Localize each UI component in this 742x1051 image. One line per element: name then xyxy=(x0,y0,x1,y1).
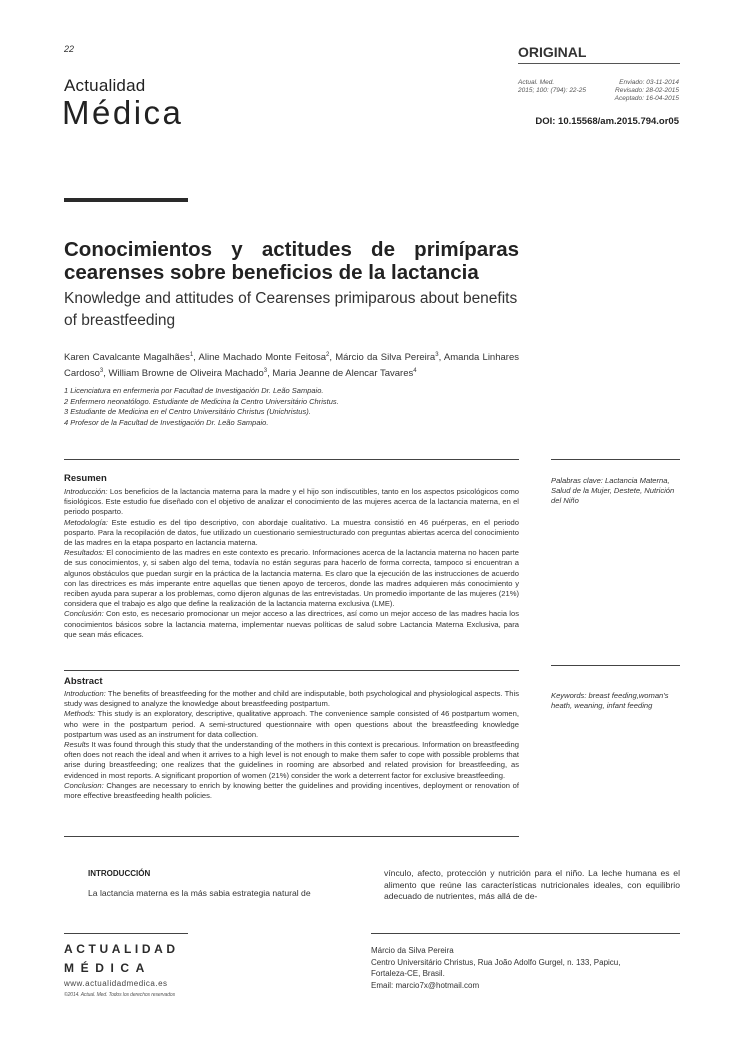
author: William Browne de Oliveira Machado xyxy=(108,367,264,379)
contact-address: Centro Universitário Christus, Rua João Adolfo Gurgel, n. 133, Papicu, xyxy=(371,957,621,967)
page-number: 22 xyxy=(64,44,75,54)
author-affiliation-mark: 3 xyxy=(99,367,104,374)
resumen-body xyxy=(64,487,519,640)
abstract-label: Conclusion: xyxy=(64,780,104,790)
abstract-body xyxy=(64,689,519,801)
article-title-en: Knowledge and attitudes of Cearenses primiparous about benefits of breastfeeding xyxy=(64,290,518,329)
abstract-text: It was found through this study that the understanding of the mothers in this context is precarious. Information on breastfeeding often does not reach the ideal and when it arrives to a high level is not enough to make them safer to cope with possible problems that arise during breastfeeding; one realizes that the guidelines in rooming are absorbed and related provision for breastfeeding, as evidenced in most reports. A significant proportion of women (21%) consider the work a deterrent factor for exclusive breastfeeding. xyxy=(64,740,519,780)
author-affiliation-mark: 1 xyxy=(189,352,194,358)
journal-logo-large: Médica xyxy=(62,94,184,131)
resumen-text: Con esto, es necesario promocionar un mejor acceso a las directrices, así como un mejor acceso de las madres hacia los conocimientos básicos sobre la lactancia materna, implementar nuevas políticas de salud sobre Lactancia Materna Exclusiva, para que sean más eficaces. xyxy=(64,609,519,639)
contact-city: Fortaleza-CE, Brasil. xyxy=(371,969,445,978)
author-separator: , xyxy=(103,367,109,379)
contact-name: Márcio da Silva Pereira xyxy=(371,946,454,955)
resumen-text: Los beneficios de la lactancia materna para la madre y el hijo son indiscutibles, tanto en los aspectos psicológicos como fisiológicos. Este estudio fue diseñado con el objetivo de analizar el conocimiento de las mujeres acerca de la lactancia materna, en el periodo posparto. xyxy=(64,487,519,517)
author-affiliation-mark: 4 xyxy=(413,367,417,374)
resumen-paragraph xyxy=(64,518,519,549)
resumen-rule xyxy=(64,459,519,460)
abstract-text: This study is an exploratory, descriptive, qualitative approach. The convenience sample consisted of 46 postpartum women, who were in the postpartum period. A semi-structured questionnaire with open questions about the breastfeeding knowledge postpartum was used as an instrument for data collection. xyxy=(64,709,519,739)
citation xyxy=(518,79,586,95)
abstract-bottom-rule xyxy=(64,836,519,837)
section-rule xyxy=(518,63,680,64)
submission-dates xyxy=(615,79,679,103)
date-received: Enviado: 03-11-2014 xyxy=(619,79,679,86)
abstract-label: Results xyxy=(64,740,90,750)
author-separator: , xyxy=(329,352,336,364)
intro-heading: INTRODUCCIÓN xyxy=(88,869,151,878)
affiliation: 2 Enfermero neonatólogo. Estudiante de Medicina la Centro Universitário Christus. xyxy=(64,396,339,406)
abstract-title: Abstract xyxy=(64,676,103,687)
journal-logo-small: Actualidad xyxy=(64,76,146,95)
resumen-paragraph xyxy=(64,487,519,518)
citation-journal: Actual. Med. xyxy=(518,79,555,86)
intro-column-right: vínculo, afecto, protección y nutrición para el niño. La leche humana es el alimento que reúne las características nutricionales ideales, con equilibrio adecuado de nutrientes, más allá de de- xyxy=(384,868,680,901)
header-rule xyxy=(64,198,188,202)
resumen-paragraph xyxy=(64,609,519,640)
contact-email[interactable]: Email: marcio7x@hotmail.com xyxy=(371,980,480,990)
abstract-paragraph xyxy=(64,740,519,781)
abstract-text: The benefits of breastfeeding for the mother and child are indisputable, both psychological and physiological aspects. This study was designed to analyze the knowledge about breastfeeding postpartum. xyxy=(64,689,519,709)
abstract-text: Changes are necessary to enrich by knowing better the guidelines and providing incentives, deployment or renovation of more effective breastfeeding health policies. xyxy=(64,780,519,801)
abstract-label: Methods: xyxy=(64,709,96,719)
affiliation: 1 Licenciatura en enfermeria por Facultad de Investigación Dr. Leão Sampaio. xyxy=(64,386,324,395)
article-title-es: Conocimientos y actitudes de primíparas cearenses sobre beneficios de la lactancia xyxy=(64,238,519,284)
resumen-label: Introducción: xyxy=(64,487,108,496)
author: Amanda Linhares Cardoso xyxy=(64,352,519,379)
resumen-keywords-rule xyxy=(551,459,680,460)
resumen-keywords: Palabras clave: Lactancia Materna, Salud de la Mujer, Destete, Nutrición del Niño xyxy=(551,476,675,506)
resumen-keywords-bottom-rule xyxy=(551,665,680,666)
section-label: ORIGINAL xyxy=(518,44,587,60)
author-separator: , xyxy=(193,352,199,364)
affiliation: 3 Estudiante de Medicina en el Centro Universitário Christus (Unichristus). xyxy=(64,407,311,416)
resumen-label: Conclusión: xyxy=(64,609,104,619)
resumen-title: Resumen xyxy=(64,473,107,484)
abstract-rule xyxy=(64,670,519,671)
author-separator: , xyxy=(267,367,273,379)
affiliation-list xyxy=(64,386,519,428)
corresponding-author xyxy=(371,945,681,991)
author: Maria Jeanne de Alencar Tavares xyxy=(272,367,414,379)
citation-volume: 2015; 100: (794): 22-25 xyxy=(518,87,586,94)
resumen-text: Este estudio es del tipo descriptivo, con abordaje cualitativo. La muestra consistió en 46 puérperas, en el periodo posparto. Para la recopilación de datos, fue utilizado un cuestionario semiestructurado con preguntas abiertas acerca del conocimiento de las madres en la etapa posparto en lactancia materna. xyxy=(64,517,519,548)
author-affiliation-mark: 3 xyxy=(435,352,439,358)
abstract-label: Introduction: xyxy=(64,689,106,698)
footer-rule-left xyxy=(64,933,188,934)
doi[interactable]: DOI: 10.15568/am.2015.794.or05 xyxy=(535,116,679,127)
author: Karen Cavalcante Magalhães xyxy=(64,352,190,364)
intro-column-left: La lactancia materna es la más sabia estrategia natural de xyxy=(88,888,311,898)
affiliation: 4 Profesor de la Facultad de Investigación Dr. Leão Sampaio. xyxy=(64,417,269,427)
author-affiliation-mark: 3 xyxy=(263,367,268,374)
resumen-label: Resultados: xyxy=(64,548,105,558)
resumen-label: Metodología: xyxy=(64,517,108,527)
footer-copyright: ©2014. Actual. Med. Todos los derechos reservados xyxy=(64,992,175,998)
author-list xyxy=(64,349,519,380)
date-accepted: Aceptado: 16-04-2015 xyxy=(614,95,679,102)
footer-url[interactable]: www.actualidadmedica.es xyxy=(64,979,168,988)
abstract-paragraph xyxy=(64,689,519,709)
resumen-paragraph xyxy=(64,548,519,609)
author: Márcio da Silva Pereira xyxy=(335,352,436,364)
abstract-paragraph xyxy=(64,781,519,801)
footer-brand-line1: ACTUALIDAD xyxy=(64,942,179,956)
resumen-text: El conocimiento de las madres en este contexto es precario. Informaciones acerca de la lactancia materna no hacen parte de sus conocimientos, y, si saben algo del tema, todavía no están seguras para hacerlo de forma correcta, tampoco si encuentran a algunos obstáculos que puedan surgir en la práctica de la lactancia materna. Es claro que la ejecución de las instrucciones de acuerdo con las directrices es más imperante entre aquellas que tienen apoyo de terceros, donde las madres adquieren más conocimiento y reciben ayuda para superar a los problemas, como dijeron algunas de las entrevistadas. Un promedio importante de las mujeres (21%) considera que el trabajo es algo que define la realización de la lactancia materna exclusiva (LME). xyxy=(64,548,519,609)
footer-rule-right xyxy=(371,933,680,934)
author-separator: , xyxy=(438,352,444,364)
author: Aline Machado Monte Feitosa xyxy=(198,352,326,364)
footer-brand-line2: MÉDICA xyxy=(64,961,151,975)
abstract-keywords: Keywords: breast feeding,woman's heath, weaning, infant feeding xyxy=(551,691,669,711)
abstract-paragraph xyxy=(64,709,519,740)
date-revised: Revisado: 28-02-2015 xyxy=(615,87,679,94)
author-affiliation-mark: 2 xyxy=(326,352,330,358)
